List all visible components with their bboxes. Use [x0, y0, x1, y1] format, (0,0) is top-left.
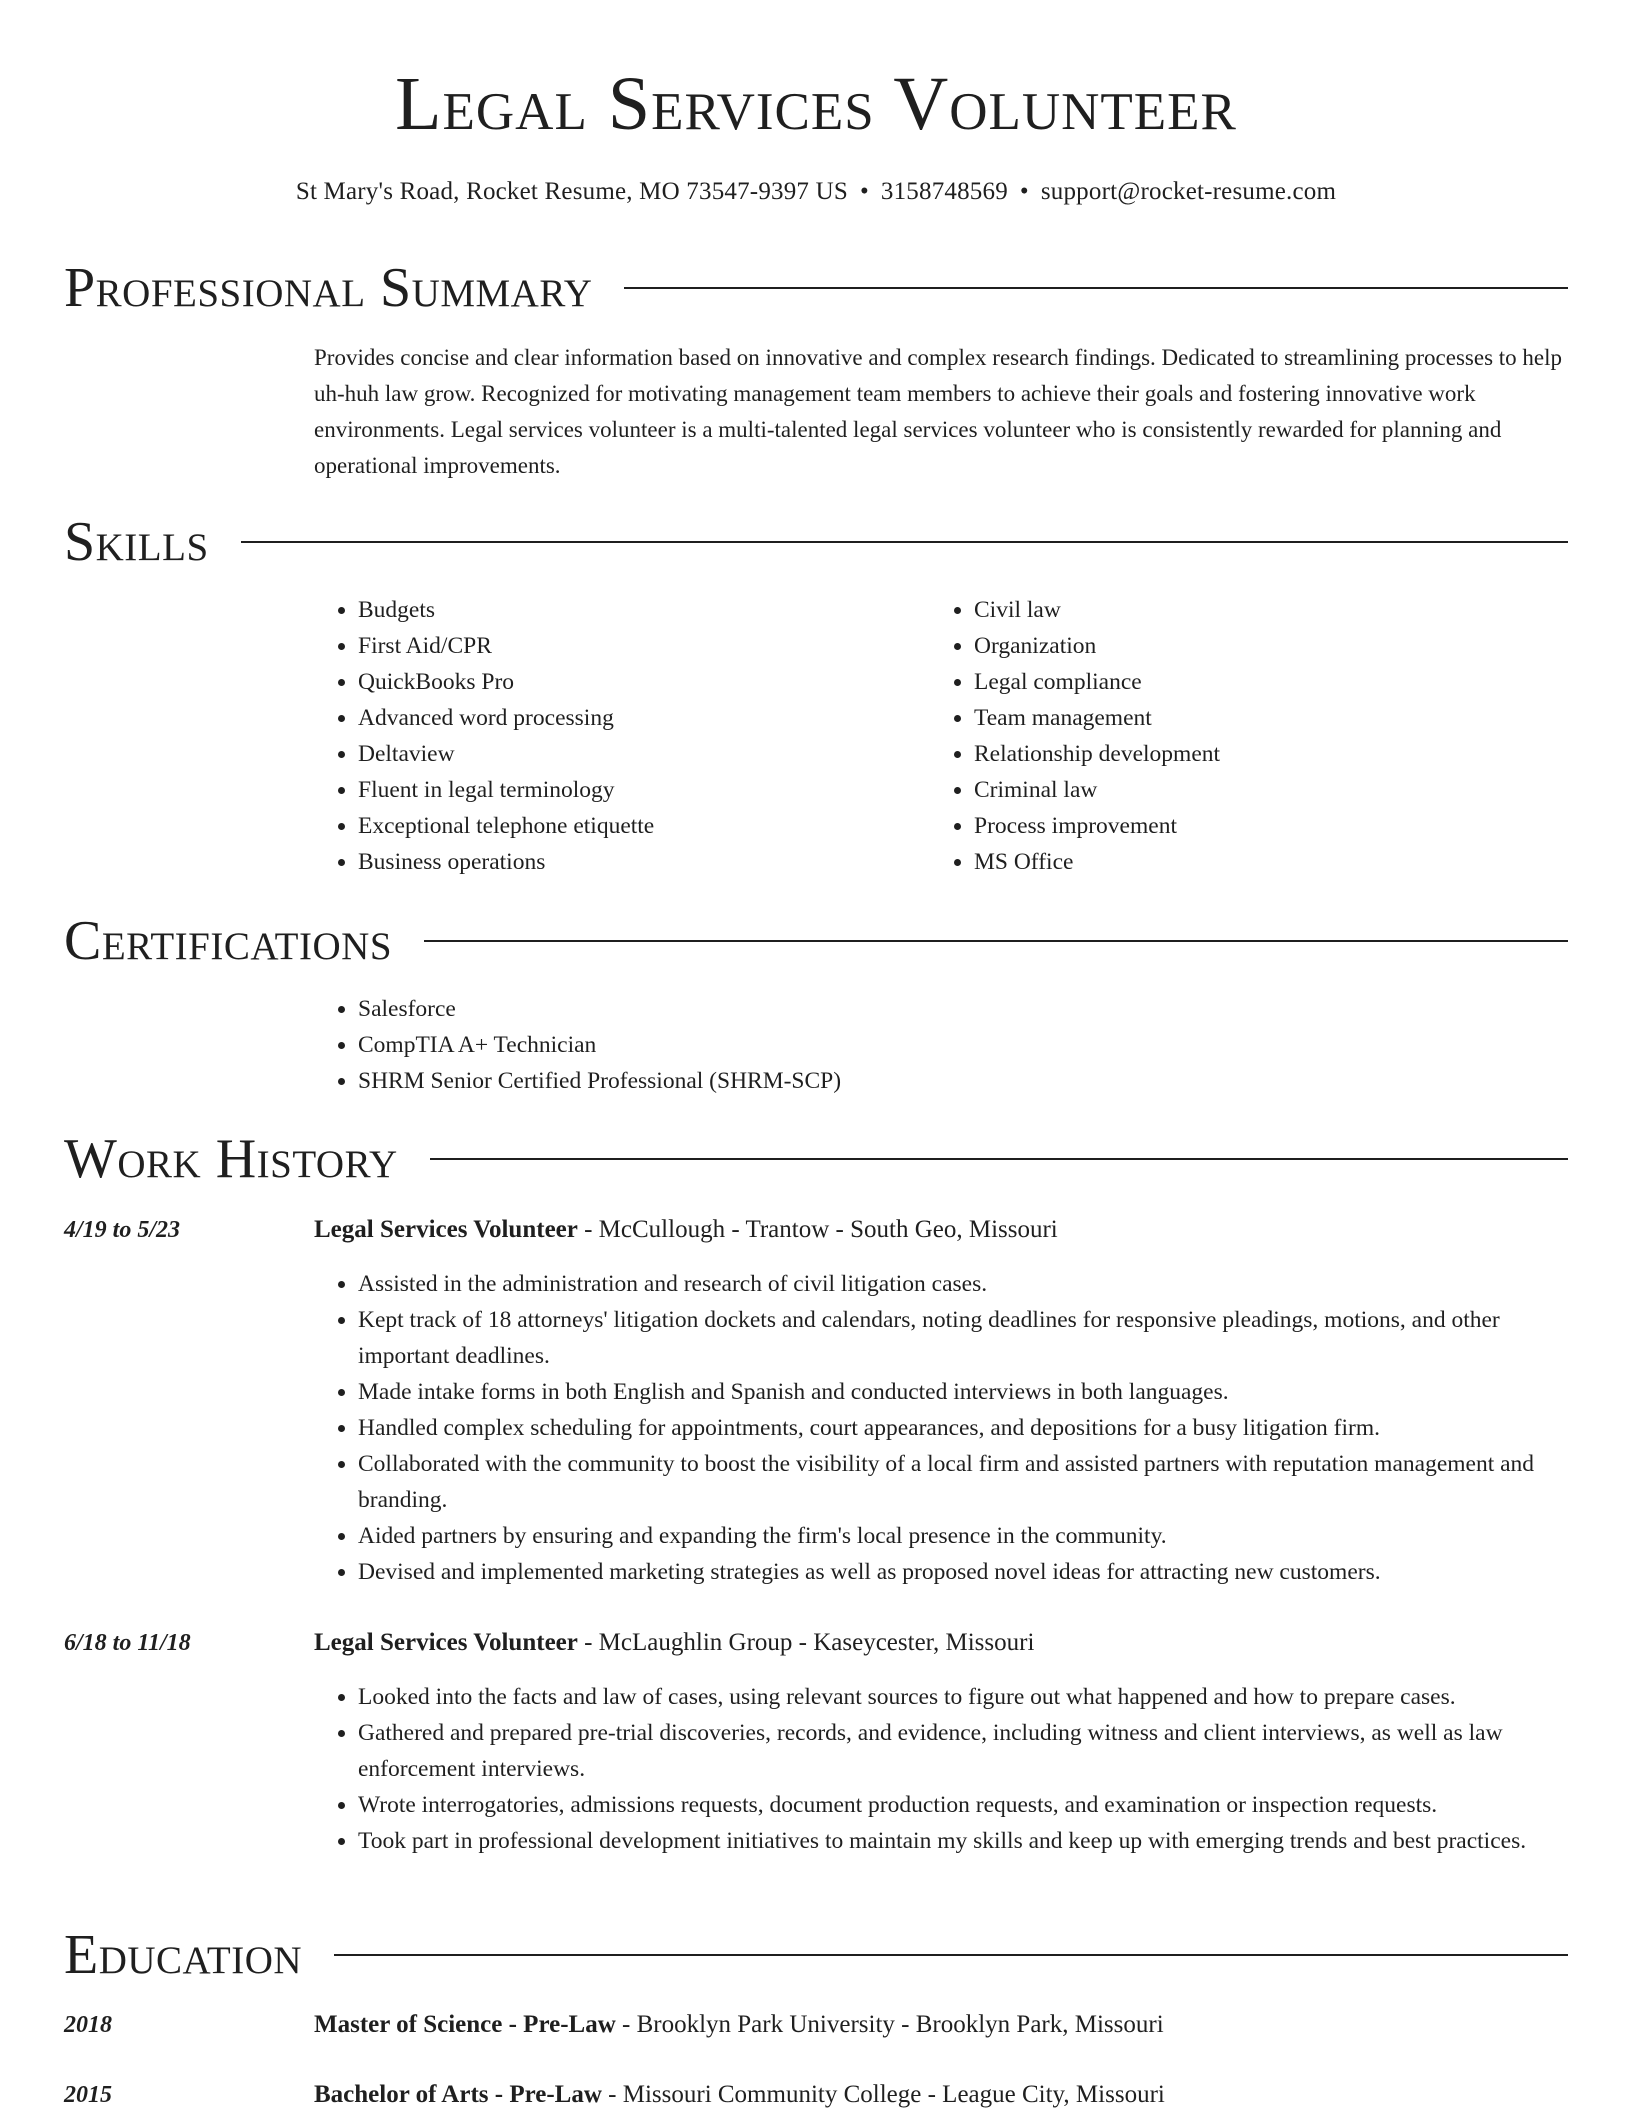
skill-item: • Exceptional telephone etiquette — [358, 808, 914, 844]
section-title: Education — [64, 1924, 303, 1986]
skills-column-left — [314, 592, 914, 880]
skill-item: • First Aid/CPR — [358, 628, 914, 664]
certification-item: • CompTIA A+ Technician — [358, 1027, 1568, 1063]
job-dates: 4/19 to 5/23 — [64, 1217, 181, 1243]
job-title: Legal Services Volunteer — [314, 1216, 578, 1243]
job-responsibilities — [314, 1679, 1568, 1859]
skill-item: • Legal compliance — [974, 664, 1530, 700]
responsibility-item: • Kept track of 18 attorneys' litigation dockets and calendars, noting deadlines for responsive pleadings, motions, and other important deadlines. — [358, 1302, 1568, 1374]
certification-item: • Salesforce — [358, 991, 1568, 1027]
phone-number: 3158748569 — [880, 178, 1008, 205]
school: - Missouri Community College - League City, Missouri — [601, 2081, 1165, 2108]
section-title: Skills — [64, 511, 209, 573]
job-title-line — [314, 1625, 1568, 1661]
section-divider — [424, 940, 1568, 942]
section-divider — [430, 1158, 1568, 1160]
responsibility-item: • Looked into the facts and law of cases, using relevant sources to figure out what happened and how to prepare cases. — [358, 1679, 1568, 1715]
contact-line — [0, 176, 1632, 208]
separator-dot: • — [859, 178, 869, 205]
work-history-section-heading — [64, 1129, 1568, 1189]
degree: Bachelor of Arts - Pre-Law — [314, 2081, 602, 2108]
education-line — [314, 2007, 1568, 2043]
address: St Mary's Road, Rocket Resume, MO 73547-9397 US — [295, 178, 848, 205]
skill-item: • QuickBooks Pro — [358, 664, 914, 700]
school: - Brooklyn Park University - Brooklyn Park, Missouri — [615, 2011, 1164, 2038]
responsibilities-list — [314, 1679, 1568, 1859]
job-dates: 6/18 to 11/18 — [64, 1630, 191, 1656]
education-section-heading — [64, 1925, 1568, 1985]
skill-item: • Organization — [974, 628, 1530, 664]
responsibility-item: • Took part in professional development initiatives to maintain my skills and keep up with emerging trends and best practices. — [358, 1823, 1568, 1859]
degree: Master of Science - Pre-Law — [314, 2011, 616, 2038]
skills-list — [930, 592, 1530, 880]
education-year: 2018 — [64, 2012, 112, 2038]
responsibility-item: • Assisted in the administration and research of civil litigation cases. — [358, 1266, 1568, 1302]
summary-section-heading — [64, 258, 1568, 318]
skill-item: • Process improvement — [974, 808, 1530, 844]
job-employer: - McLaughlin Group - Kaseycester, Missouri — [577, 1629, 1035, 1656]
section-divider — [624, 287, 1568, 289]
certifications-list — [314, 991, 1568, 1099]
section-divider — [241, 541, 1568, 543]
responsibilities-list — [314, 1266, 1568, 1590]
responsibility-item: • Wrote interrogatories, admissions requests, document production requests, and examination or inspection requests. — [358, 1787, 1568, 1823]
certifications-section-heading — [64, 911, 1568, 971]
skills-column-right — [930, 592, 1530, 880]
skill-item: • Civil law — [974, 592, 1530, 628]
summary-text: Provides concise and clear information based on innovative and complex research findings. Dedicated to streamlining processes to help uh-huh law grow. Recognized for motivating management team members to achieve their goals and fostering innovative work environments. Legal services volunteer is a multi-talented legal services volunteer who is consistently rewarded for planning and operational improvements. — [314, 345, 1563, 478]
responsibility-item: • Collaborated with the community to boost the visibility of a local firm and assisted partners with reputation management and branding. — [358, 1446, 1568, 1518]
job-title: Legal Services Volunteer — [314, 1629, 578, 1656]
skills-section-heading — [64, 512, 1568, 572]
skill-item: • Budgets — [358, 592, 914, 628]
skill-item: • Team management — [974, 700, 1530, 736]
responsibility-item: • Handled complex scheduling for appointments, court appearances, and depositions for a busy litigation firm. — [358, 1410, 1568, 1446]
responsibility-item: • Gathered and prepared pre-trial discoveries, records, and evidence, including witness and client interviews, as well as law enforcement interviews. — [358, 1715, 1568, 1787]
skill-item: • MS Office — [974, 844, 1530, 880]
skill-item: • Advanced word processing — [358, 700, 914, 736]
section-divider — [334, 1954, 1568, 1956]
education-line — [314, 2077, 1568, 2113]
skill-item: • Business operations — [358, 844, 914, 880]
job-responsibilities — [314, 1266, 1568, 1590]
section-title: Work History — [64, 1128, 398, 1190]
certifications-block — [314, 991, 1568, 1099]
education-year: 2015 — [64, 2082, 112, 2108]
skill-item: • Criminal law — [974, 772, 1530, 808]
job-employer: - McCullough - Trantow - South Geo, Missouri — [577, 1216, 1058, 1243]
separator-dot: • — [1019, 178, 1029, 205]
responsibility-item: • Made intake forms in both English and Spanish and conducted interviews in both languages. — [358, 1374, 1568, 1410]
certification-item: • SHRM Senior Certified Professional (SHRM-SCP) — [358, 1063, 1568, 1099]
skill-item: • Fluent in legal terminology — [358, 772, 914, 808]
skill-item: • Deltaview — [358, 736, 914, 772]
skills-list — [314, 592, 914, 880]
email-address: support@rocket-resume.com — [1040, 178, 1337, 205]
candidate-name: Legal Services Volunteer — [395, 62, 1237, 146]
skill-item: • Relationship development — [974, 736, 1530, 772]
responsibility-item: • Devised and implemented marketing strategies as well as proposed novel ideas for attracting new customers. — [358, 1554, 1568, 1590]
section-title: Professional Summary — [64, 257, 593, 319]
responsibility-item: • Aided partners by ensuring and expanding the firm's local presence in the community. — [358, 1518, 1568, 1554]
section-title: Certifications — [64, 910, 393, 972]
job-title-line — [314, 1212, 1568, 1248]
